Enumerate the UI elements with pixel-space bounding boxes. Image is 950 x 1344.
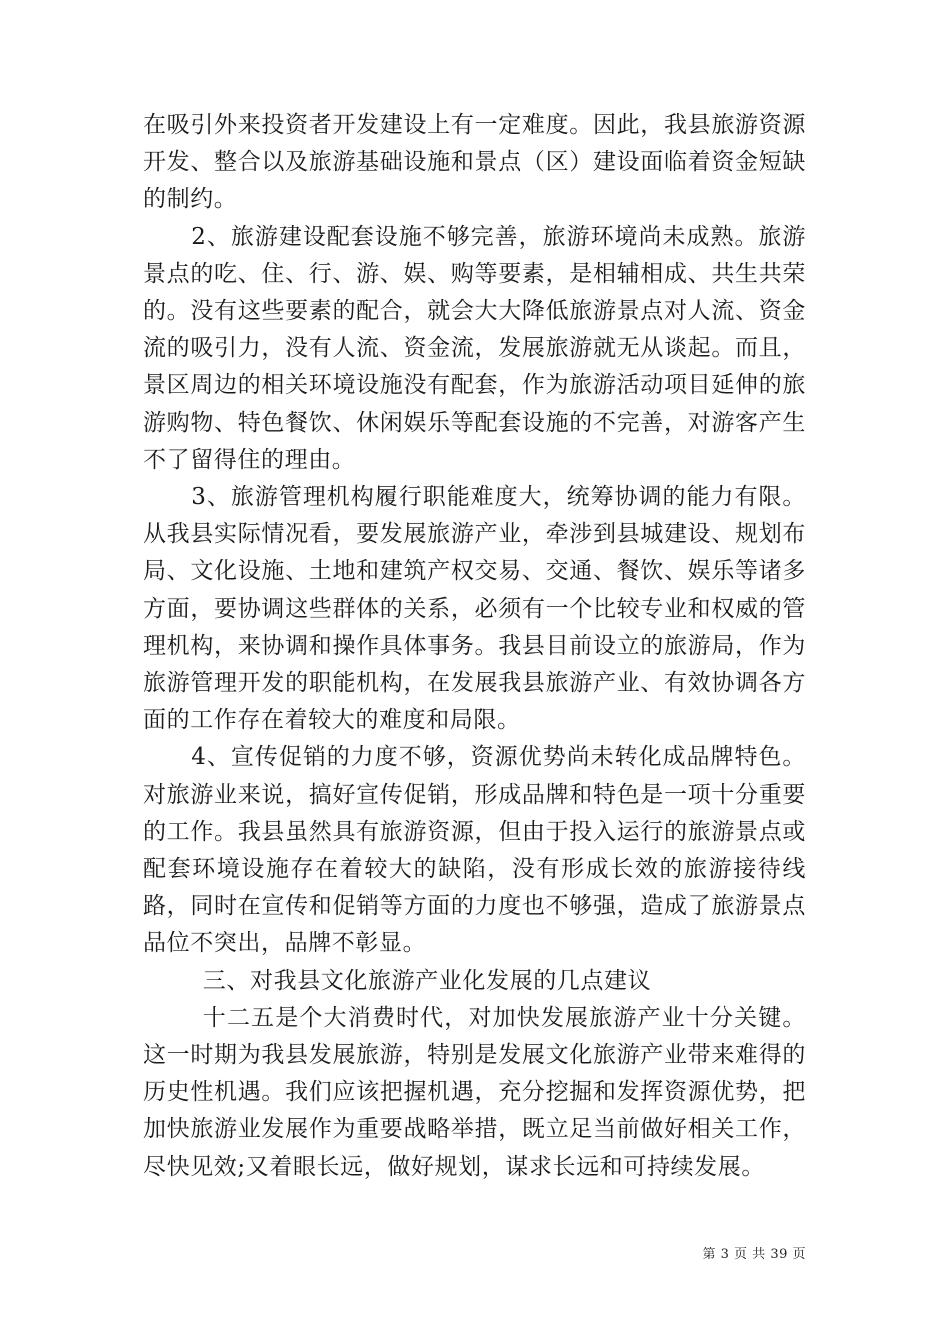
page-number-footer: 第 3 页 共 39 页 (702, 1247, 806, 1262)
paragraph-item-4: 4、宣传促销的力度不够，资源优势尚未转化成品牌特色。对旅游业来说，搞好宣传促销，形成品牌和特色是一项十分重要的工作。我县虽然具有旅游资源，但由于投入运行的旅游景点或配套环境设施存在着较大的缺陷，没有形成长效的旅游接待线路，同时在宣传和促销等方面的力度也不够强，造成了旅游景点品位不突出，品牌不彰显。 (143, 744, 806, 957)
paragraph-section-3-body: 十二五是个大消费时代，对加快发展旅游产业十分关键。这一时期为我县发展旅游，特别是发展文化旅游产业带来难得的历史性机遇。我们应该把握机遇，充分挖掘和发挥资源优势，把加快旅游业发展作为重要战略举措，既立足当前做好相关工作，尽快见效;又着眼长远，做好规划，谋求长远和可持续发展。 (143, 1004, 806, 1180)
paragraph-item-2: 2、旅游建设配套设施不够完善，旅游环境尚未成熟。旅游景点的吃、住、行、游、娱、购等要素，是相辅相成、共生共荣的。没有这些要素的配合，就会大大降低旅游景点对人流、资金流的吸引力，没有人流、资金流，发展旅游就无从谈起。而且，景区周边的相关环境设施没有配套，作为旅游活动项目延伸的旅游购物、特色餐饮、休闲娱乐等配套设施的不完善，对游客产生不了留得住的理由。 (143, 223, 806, 473)
document-body (143, 107, 806, 1186)
paragraph-continuation: 在吸引外来投资者开发建设上有一定难度。因此，我县旅游资源开发、整合以及旅游基础设施和景点（区）建设面临着资金短缺的制约。 (143, 112, 806, 213)
paragraph-item-3: 3、旅游管理机构履行职能难度大，统筹协调的能力有限。从我县实际情况看，要发展旅游产业，牵涉到县城建设、规划布局、文化设施、土地和建筑产权交易、交通、餐饮、娱乐等诸多方面，要协调这些群体的关系，必须有一个比较专业和权威的管理机构，来协调和操作具体事务。我县目前设立的旅游局，作为旅游管理开发的职能机构，在发展我县旅游产业、有效协调各方面的工作存在着较大的难度和局限。 (143, 484, 806, 734)
section-heading-3: 三、对我县文化旅游产业化发展的几点建议 (202, 967, 652, 994)
